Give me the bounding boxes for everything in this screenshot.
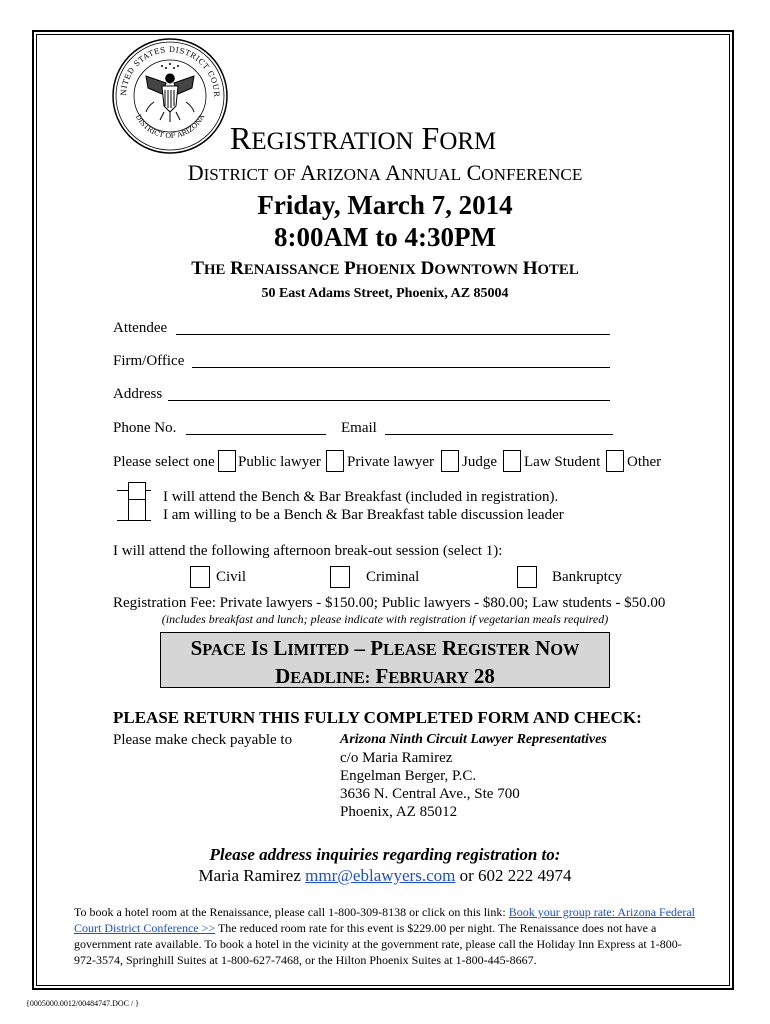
private-lawyer-checkbox[interactable] — [326, 450, 344, 472]
bankruptcy-checkbox[interactable] — [517, 566, 537, 588]
private-lawyer-label: Private lawyer — [347, 454, 435, 470]
conference-name: DISTRICT OF ARIZONA ANNUAL CONFERENCE — [187, 160, 583, 185]
other-label: Other — [627, 454, 662, 470]
breakout-prompt: I will attend the following afternoon break-out session (select 1): — [113, 543, 503, 559]
deadline-line-1: SPACE IS LIMITED – PLEASE REGISTER NOW — [190, 636, 580, 660]
public-lawyer-checkbox[interactable] — [218, 450, 236, 472]
phone-field[interactable] — [186, 418, 326, 435]
law-student-label: Law Student — [524, 454, 601, 470]
judge-label: Judge — [462, 454, 497, 470]
judge-checkbox[interactable] — [441, 450, 459, 472]
breakfast-leader-label: I am willing to be a Bench & Bar Breakfast table discussion leader — [163, 507, 564, 523]
payee-line-1: c/o Maria Ramirez — [340, 750, 453, 766]
hotel-booking-link[interactable]: Book your group rate: Arizona Federal Court District Conference >> — [74, 905, 695, 935]
hotel-booking-info: To book a hotel room at the Renaissance, please call 1-800-309-8138 or click on this link: Book your group rate: Arizona Federal Court District Conference >> The reduced room rate for this event is $229.00 per night. The Renaissance does not have a government rate available. To book a hotel in the vicinity at the government rate, please call the Holiday Inn Express at 1-800-972-3574, Springhill Suites at 1-800-627-7468, or the Hilton Phoenix Suites at 1-800-445-8667. — [74, 905, 695, 967]
email-label: Email — [341, 420, 377, 436]
seal-bottom-text: DISTRICT OF ARIZONA — [133, 113, 207, 141]
law-student-checkbox[interactable] — [503, 450, 521, 472]
civil-checkbox[interactable] — [190, 566, 210, 588]
fee-note: (includes breakfast and lunch; please indicate with registration if vegetarian meals required) — [161, 612, 609, 626]
form-title: REGISTRATION FORM — [230, 120, 497, 156]
attendee-field[interactable] — [176, 318, 610, 335]
payee-line-3: 3636 N. Central Ave., Ste 700 — [340, 786, 520, 802]
criminal-checkbox[interactable] — [330, 566, 350, 588]
deadline-line-2: DEADLINE: FEBRUARY 28 — [275, 664, 495, 688]
contact-name: Maria Ramirez — [198, 866, 301, 885]
payee-line-4: Phoenix, AZ 85012 — [340, 804, 458, 820]
return-heading: PLEASE RETURN THIS FULLY COMPLETED FORM AND CHECK: — [113, 708, 642, 727]
hotel-address: 50 East Adams Street, Phoenix, AZ 85004 — [261, 286, 509, 301]
attendee-label: Attendee — [113, 320, 168, 336]
criminal-label: Criminal — [366, 569, 420, 585]
document-footer: {0005000.0012/00484747.DOC / } — [26, 999, 140, 1008]
address-field[interactable] — [168, 384, 610, 401]
event-time: 8:00AM to 4:30PM — [274, 222, 496, 252]
inquiries-contact — [0, 866, 770, 886]
hotel-name: THE RENAISSANCE PHOENIX DOWNTOWN HOTEL — [191, 258, 579, 279]
contact-email-link[interactable]: mmr@eblawyers.com — [305, 866, 456, 885]
registration-fee: Registration Fee: Private lawyers - $150.00; Public lawyers - $80.00; Law students - $50.00 — [113, 595, 666, 611]
breakfast-leader-checkbox[interactable] — [128, 499, 146, 521]
payable-label: Please make check payable to — [113, 732, 293, 748]
event-date: Friday, March 7, 2014 — [257, 190, 513, 220]
payee-line-2: Engelman Berger, P.C. — [340, 768, 477, 784]
select-prompt: Please select one — [113, 454, 215, 470]
payee-name: Arizona Ninth Circuit Lawyer Representatives — [340, 732, 607, 747]
seal-top-text: NITED STATES DISTRICT COUR — [118, 44, 222, 98]
bankruptcy-label: Bankruptcy — [552, 569, 622, 585]
other-checkbox[interactable] — [606, 450, 624, 472]
deadline-box — [160, 632, 610, 688]
phone-label: Phone No. — [113, 420, 177, 436]
court-seal — [110, 36, 230, 156]
firm-label: Firm/Office — [113, 353, 185, 369]
contact-phone: or 602 222 4974 — [459, 866, 572, 885]
breakfast-attend-label: I will attend the Bench & Bar Breakfast (included in registration). — [163, 489, 559, 505]
civil-label: Civil — [216, 569, 247, 585]
email-field[interactable] — [385, 418, 613, 435]
inquiries-heading: Please address inquiries regarding registration to: — [209, 845, 561, 864]
firm-field[interactable] — [192, 351, 610, 368]
address-label: Address — [113, 386, 163, 402]
public-lawyer-label: Public lawyer — [238, 454, 321, 470]
